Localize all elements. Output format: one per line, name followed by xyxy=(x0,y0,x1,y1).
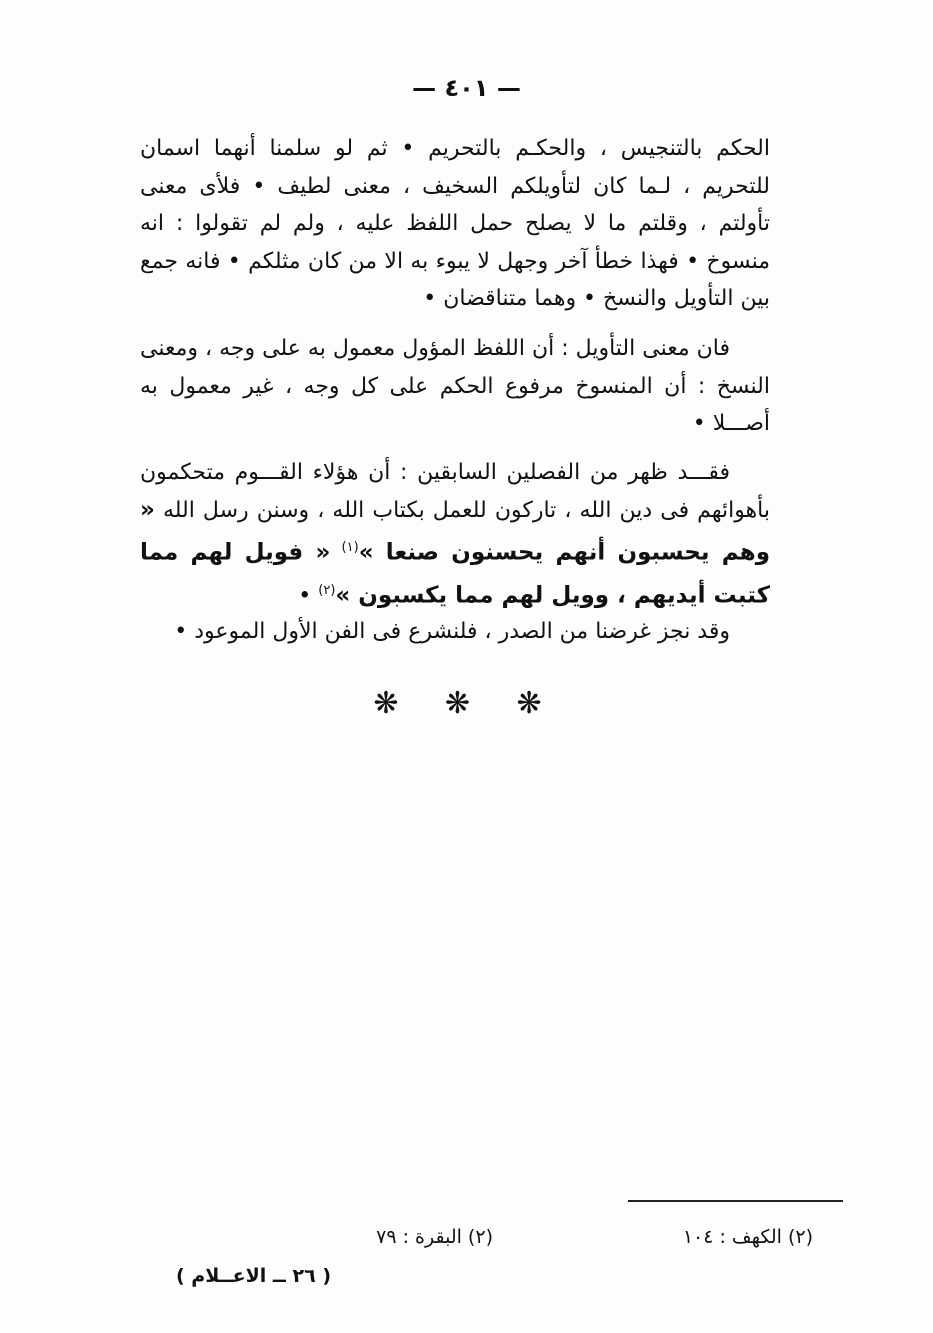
quran-quote-1: « وهم يحسبون أنهم يحسنون صنعا » xyxy=(140,496,771,566)
closing-text: وقد نجز غرضنا من الصدر ، فلنشرع فى الفن الأول الموعود • xyxy=(174,619,730,644)
quran-quote-2: « فويل لهم مما كتبت أيديهم ، وويل لهم مما يكسبون » xyxy=(140,539,770,609)
quote-end: • xyxy=(298,583,319,609)
paragraph-4 xyxy=(140,613,770,651)
paragraph-2-text: فان معنى التأويل : أن اللفظ المؤول معمول به على وجه ، ومعنى النسخ : أن المنسوخ مرفوع الحكم على كل وجه ، غير معمول به أصـــلا • xyxy=(140,336,770,436)
footnote-ref-2: (٢) xyxy=(318,582,336,598)
footnote-2: (٢) البقرة : ٧٩ xyxy=(376,1226,493,1248)
section-separator: ❋ ❋ ❋ xyxy=(373,686,560,721)
footnote-ref-1: (١) xyxy=(341,540,359,555)
paragraph-1-text: الحكم بالتنجيس ، والحكـم بالتحريم • ثم لو سلمنا أنهما اسمان للتحريم ، لـما كان لتأويلكم السخيف ، معنى لطيف • فلأى معنى تأولتم ، وقلتم ما لا يصلح حمل اللفظ عليه ، ولم لم تقولوا : انه منسوخ • فهذا خطأ آخر وجهل لا يبوء به الا من كان مثلكم • فانه جمع بين التأويل والنسخ • وهما متناقضان • xyxy=(140,136,770,311)
page-number: — ٤٠١ — xyxy=(412,74,521,102)
footnote-1: (٢) الكهف : ١٠٤ xyxy=(682,1226,813,1248)
paragraph-3 xyxy=(140,454,770,615)
signature-mark: ( ٢٦ ــ الاعــلام ) xyxy=(176,1265,332,1287)
paragraph-3-text: فقـــد ظهر من الفصلين السابقين : أن هؤلاء القـــوم متحكمون بأهوائهم فى دين الله ، تاركون للعمل بكتاب الله ، وسنن رسل الله xyxy=(140,460,770,523)
footnote-rule xyxy=(628,1200,843,1202)
paragraph-1 xyxy=(140,130,770,318)
paragraph-2 xyxy=(140,330,770,443)
